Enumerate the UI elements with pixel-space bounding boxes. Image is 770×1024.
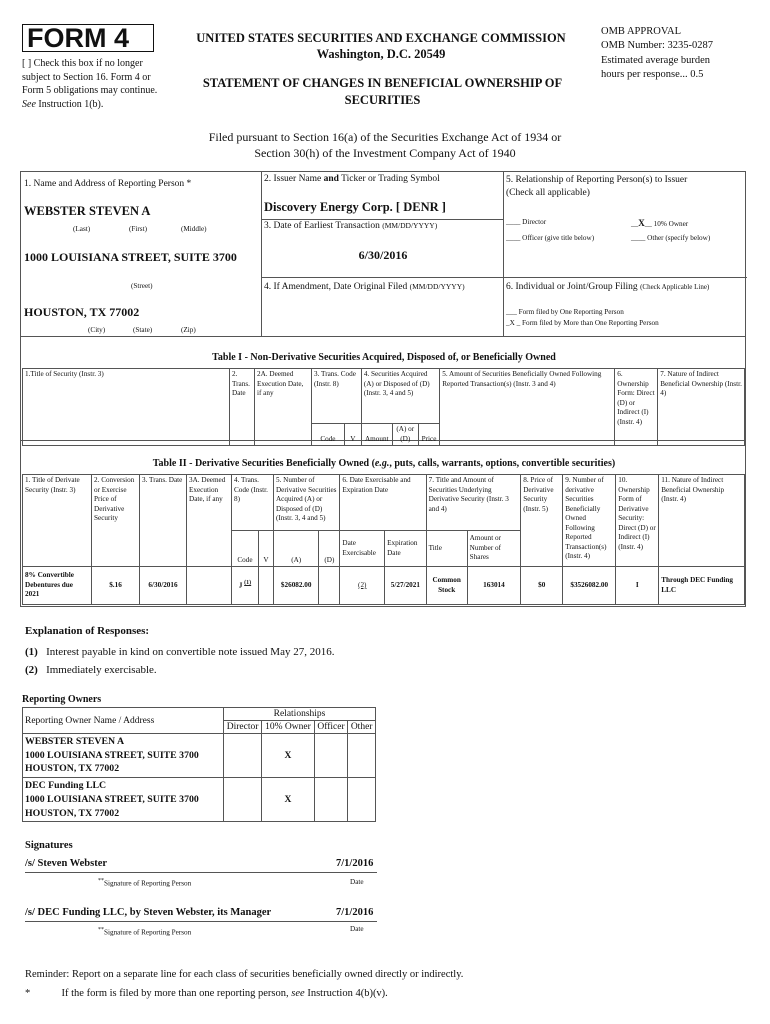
t1-col-amount-owned: 5. Amount of Securities Beneficially Owned Following Reported Transaction(s) (Instr. 3 and 4) — [440, 369, 615, 446]
signature-1-date: 7/1/2016 — [336, 858, 374, 869]
t2-col-form: 10. Ownership Form of Derivative Security: Direct (D) or Indirect (I) (Instr. 4) — [616, 475, 659, 567]
t2-nature: Through DEC Funding LLC — [659, 567, 745, 605]
t2-col-price: 8. Price of Derivative Security (Instr. 5) — [521, 475, 563, 567]
signature-1-caption: **Signature of Reporting Person — [98, 878, 192, 888]
owners-col-other: Other — [348, 721, 376, 734]
t2-title: Common Stock — [426, 567, 467, 605]
box4-label: 4. If Amendment, Date Original Filed (MM/DD/YYYY) — [264, 282, 465, 292]
signatures-title: Signatures — [25, 840, 73, 851]
owner-1-ten: X — [262, 734, 315, 778]
table2 — [22, 474, 745, 605]
t2-v — [258, 567, 273, 605]
t2-col-nature: 11. Nature of Indirect Beneficial Ownership (Instr. 4) — [659, 475, 745, 567]
t2-date: 6/30/2016 — [140, 567, 187, 605]
t1-col-title: 1.Title of Security (Instr. 3) — [23, 369, 230, 446]
t2-sub-v: V — [258, 531, 273, 567]
city-caption: (City) — [88, 326, 106, 334]
table2-section — [20, 441, 746, 607]
statement-title: STATEMENT OF CHANGES IN BENEFICIAL OWNERSHIP OF SECURITIES — [202, 76, 563, 107]
t2-col-deemed: 3A. Deemed Execution Date, if any — [187, 475, 232, 567]
filed-pursuant: Filed pursuant to Section 16(a) of the Securities Exchange Act of 1934 or Section 30(h) of the Investment Company Act of 1940 — [208, 130, 562, 161]
owner-1: WEBSTER STEVEN A 1000 LOUISIANA STREET, SUITE 3700 HOUSTON, TX 77002 — [23, 734, 224, 778]
issuer-name: Discovery Energy Corp. [ DENR ] — [264, 200, 446, 214]
table1 — [22, 368, 745, 446]
footnote-link-1[interactable]: (1) — [244, 580, 252, 587]
box6-label: 6. Individual or Joint/Group Filing (Check Applicable Line) — [506, 282, 710, 292]
t2-form: I — [616, 567, 659, 605]
t2-sub-title: Title — [426, 531, 467, 567]
form-title: FORM 4 — [22, 24, 154, 52]
reporting-person-name: WEBSTER STEVEN A — [24, 204, 151, 218]
t2-sub-exp: Expiration Date — [385, 531, 427, 567]
t2-d — [319, 567, 340, 605]
zip-caption: (Zip) — [181, 326, 196, 334]
t2-col-number: 5. Number of Derivative Securities Acquired (A) or Disposed of (D) (Instr. 3, 4 and 5) — [273, 475, 339, 531]
t2-deemed — [187, 567, 232, 605]
t2-col-code: 4. Trans. Code (Instr. 8) — [232, 475, 274, 531]
box2-label: 2. Issuer Name and Ticker or Trading Symbol — [264, 174, 440, 184]
owners-title: Reporting Owners — [22, 694, 102, 705]
t2-shares: 163014 — [467, 567, 521, 605]
table2-title: Table II - Derivative Securities Beneficially Owned (e.g., puts, calls, warrants, options, convertible securities) — [152, 458, 616, 469]
other-option: ____ Other (specify below) — [631, 234, 711, 242]
t2-sub-code: Code — [232, 531, 259, 567]
t1-sub-amount: Amount — [361, 424, 392, 446]
t2-owned: $3526082.00 — [563, 567, 616, 605]
t2-exp: 5/27/2021 — [385, 567, 427, 605]
signature-2: /s/ DEC Funding LLC, by Steven Webster, its Manager — [25, 907, 272, 918]
more-persons-option: _X _ Form filed by More than One Reporting Person — [506, 319, 659, 327]
t1-sub-v: V — [344, 424, 361, 446]
t2-a: $26082.00 — [273, 567, 318, 605]
t2-price: $.16 — [92, 567, 140, 605]
table-row — [23, 567, 745, 605]
explanation-item-2: (2) Immediately exercisable. — [25, 664, 157, 676]
t1-sub-code: Code — [312, 424, 345, 446]
t2-col-owned: 9. Number of derivative Securities Beneficially Owned Following Reported Transaction(s) (Instr. 4) — [563, 475, 616, 567]
t1-col-code: 3. Trans. Code (Instr. 8) — [312, 369, 362, 424]
signature-2-date-caption: Date — [350, 925, 364, 933]
table1-title: Table I - Non-Derivative Securities Acquired, Disposed of, or Beneficially Owned — [212, 352, 556, 363]
owners-relationships: Relationships — [224, 708, 376, 721]
table1-section — [20, 337, 746, 441]
t2-sub-date-ex: Date Exercisable — [340, 531, 385, 567]
signature-1-date-caption: Date — [350, 878, 364, 886]
top-boxes — [20, 171, 746, 337]
t2-sub-d: (D) — [319, 531, 340, 567]
t2-date-ex — [340, 567, 385, 605]
t2-price8: $0 — [521, 567, 563, 605]
owners-col-officer: Officer — [314, 721, 348, 734]
t2-sub-amount: Amount or Number of Shares — [467, 531, 521, 567]
t2-col-underlying: 7. Title and Amount of Securities Underlying Derivative Security (Instr. 3 and 4) — [426, 475, 521, 531]
t2-col-conversion: 2. Conversion or Exercise Price of Derivative Security — [92, 475, 140, 567]
first-caption: (First) — [129, 225, 147, 233]
checkbox-notice: [ ] Check this box if no longer subject to Section 16. Form 4 or Form 5 obligations may continue. See Instruction 1(b). — [22, 58, 158, 110]
signature-2-caption: **Signature of Reporting Person — [98, 927, 192, 937]
ten-pct-owner-option: __X__ 10% Owner — [631, 218, 689, 228]
t2-col-title: 1. Title of Derivate Security (Instr. 3) — [23, 475, 92, 567]
city-state-zip: HOUSTON, TX 77002 — [24, 305, 140, 319]
explanation-item-1: (1) Interest payable in kind on convertible note issued May 27, 2016. — [25, 646, 335, 658]
middle-caption: (Middle) — [181, 225, 207, 233]
reminder: Reminder: Report on a separate line for each class of securities beneficially owned directly or indirectly. — [25, 969, 464, 980]
table-row — [23, 778, 376, 822]
owner-2: DEC Funding LLC 1000 LOUISIANA STREET, SUITE 3700 HOUSTON, TX 77002 — [23, 778, 224, 822]
t1-col-ownership: 6. Ownership Form: Direct (D) or Indirect (I) (Instr. 4) — [615, 369, 658, 446]
owners-col-name: Reporting Owner Name / Address — [23, 708, 224, 734]
one-person-option: ___ Form filed by One Reporting Person — [506, 308, 624, 316]
owners-table — [22, 707, 376, 822]
t1-col-acquired: 4. Securities Acquired (A) or Disposed of (D) (Instr. 3, 4 and 5) — [361, 369, 439, 424]
explanation-title: Explanation of Responses: — [25, 625, 150, 637]
t1-sub-price: Price — [418, 424, 439, 446]
t2-col-exercisable: 6. Date Exercisable and Expiration Date — [340, 475, 426, 531]
street-address: 1000 LOUISIANA STREET, SUITE 3700 — [24, 250, 237, 264]
t1-sub-aord: (A) or (D) — [392, 424, 418, 446]
t2-code: J $^{(1)}$ — [232, 567, 259, 605]
director-option: ____ Director — [506, 218, 547, 226]
omb-approval: OMB APPROVAL OMB Number: 3235-0287 Estimated average burden hours per response... 0.5 — [601, 26, 713, 81]
footnote-link-2[interactable]: (2) — [358, 580, 367, 589]
box5-label: 5. Relationship of Reporting Person(s) to Issuer (Check all applicable) — [506, 175, 688, 198]
box3-label: 3. Date of Earliest Transaction (MM/DD/YYYY) — [264, 221, 438, 231]
t2-sub-a: (A) — [273, 531, 318, 567]
earliest-transaction-date: 6/30/2016 — [358, 248, 408, 262]
star-note: * If the form is filed by more than one reporting person, see Instruction 4(b)(v). — [25, 988, 388, 999]
owner-2-ten: X — [262, 778, 315, 822]
street-caption: (Street) — [131, 282, 153, 290]
t1-col-nature: 7. Nature of Indirect Beneficial Ownership (Instr. 4) — [658, 369, 745, 446]
t1-col-date: 2. Trans. Date — [230, 369, 255, 446]
t2-col-date: 3. Trans. Date — [140, 475, 187, 567]
t2-security: 8% Convertible Debentures due 2021 — [23, 567, 92, 605]
table-row — [23, 734, 376, 778]
officer-option: ____ Officer (give title below) — [506, 234, 595, 242]
owners-col-ten: 10% Owner — [262, 721, 315, 734]
owners-col-director: Director — [224, 721, 262, 734]
signature-1: /s/ Steven Webster — [25, 858, 108, 869]
agency-title: UNITED STATES SECURITIES AND EXCHANGE COMMISSION Washington, D.C. 20549 — [196, 31, 566, 62]
box1-label: 1. Name and Address of Reporting Person * — [24, 179, 192, 189]
last-caption: (Last) — [73, 225, 91, 233]
signature-2-date: 7/1/2016 — [336, 907, 374, 918]
t1-col-deemed: 2A. Deemed Execution Date, if any — [255, 369, 312, 446]
state-caption: (State) — [133, 326, 153, 334]
